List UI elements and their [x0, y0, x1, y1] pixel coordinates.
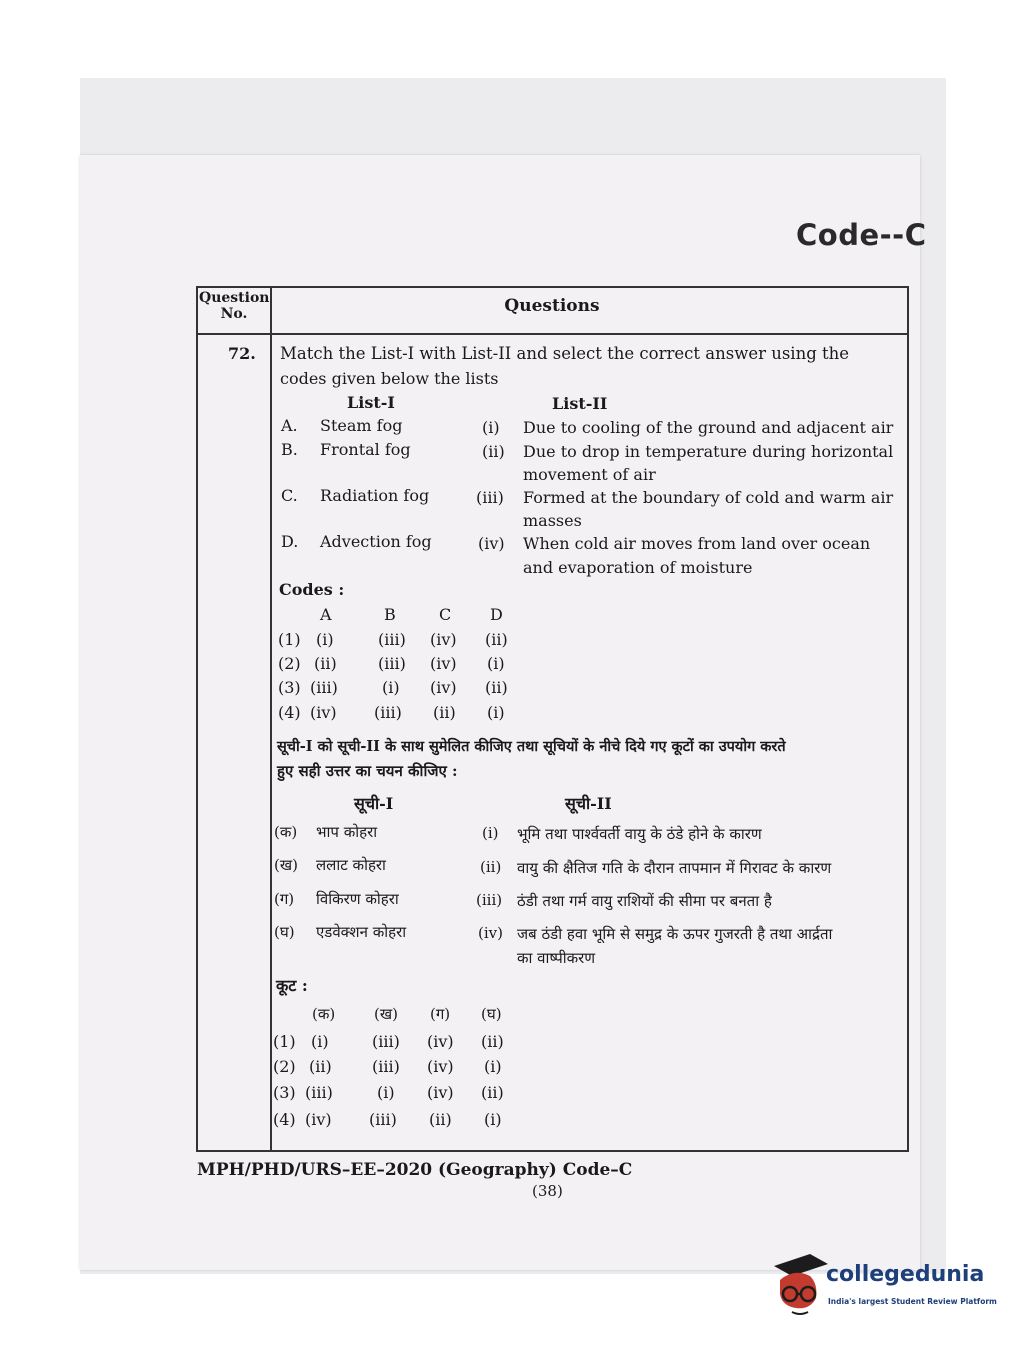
question-number-header: Question No. [199, 290, 270, 322]
list1-key-hindi: (ख) [274, 856, 298, 874]
list2-item-hindi: जब ठंडी हवा भूमि से समुद्र के ऊपर गुजरती है तथा आर्द्रता [517, 925, 833, 943]
codes-column-header: C [439, 605, 452, 624]
question-number: 72. [228, 344, 256, 363]
list2-item-hindi: ठंडी तथा गर्म वायु राशियों की सीमा पर बनता है [517, 892, 772, 910]
code-value-hindi: (iii) [305, 1083, 333, 1102]
list2-item-continued: masses [523, 511, 582, 530]
code-option-number: (4) [278, 703, 301, 722]
code-option-number-hindi: (4) [273, 1110, 296, 1129]
code-value-hindi: (i) [484, 1057, 502, 1076]
list2-item-hindi: वायु की क्षैतिज गति के दौरान तापमान में गिरावट के कारण [517, 859, 832, 877]
question-intro-line: codes given below the lists [280, 369, 499, 388]
list2-item-hindi-continued: का वाष्पीकरण [517, 949, 596, 967]
codes-column-header: A [320, 605, 332, 624]
list2-key: (i) [482, 418, 500, 437]
list2-key-hindi: (ii) [480, 858, 502, 876]
code-value: (ii) [314, 654, 337, 673]
list1-item-hindi: ललाट कोहरा [316, 856, 386, 874]
table-column-divider [270, 286, 272, 1152]
question-intro-line: Match the List-I with List-II and select the correct answer using the [280, 344, 850, 363]
code-value-hindi: (ii) [309, 1057, 332, 1076]
list1-key: D. [281, 532, 299, 551]
code-value-hindi: (iii) [369, 1110, 397, 1129]
code-value: (iv) [430, 654, 457, 673]
code-option-number-hindi: (3) [273, 1083, 296, 1102]
list1-title-hindi: सूची-I [354, 794, 394, 813]
code-value: (iv) [310, 703, 337, 722]
list2-title-hindi: सूची-II [565, 794, 612, 813]
code-value-hindi: (iv) [427, 1032, 454, 1051]
code-value: (i) [487, 654, 505, 673]
list1-title: List-I [347, 393, 395, 412]
code-value: (iii) [378, 654, 406, 673]
code-value: (ii) [485, 630, 508, 649]
code-value-hindi: (i) [311, 1032, 329, 1051]
list2-key-hindi: (iii) [476, 891, 503, 909]
list1-item: Radiation fog [320, 486, 430, 505]
codes-column-header-hindi: (घ) [481, 1005, 502, 1023]
list1-item-hindi: विकिरण कोहरा [316, 890, 399, 908]
code-option-number: (2) [278, 654, 301, 673]
list2-item: Due to drop in temperature during horizontal [523, 442, 894, 461]
codes-column-header-hindi: (ख) [374, 1005, 398, 1023]
code-value: (i) [382, 678, 400, 697]
watermark-brand: collegedunia [826, 1262, 985, 1287]
codes-column-header-hindi: (ग) [430, 1005, 451, 1023]
paper-code: Code--C [796, 218, 927, 252]
list2-key-hindi: (i) [482, 824, 499, 842]
codes-column-header: B [384, 605, 396, 624]
code-option-number-hindi: (1) [273, 1032, 296, 1051]
questions-header: Questions [504, 296, 600, 316]
list2-key-hindi: (iv) [478, 924, 503, 942]
code-option-number: (1) [278, 630, 301, 649]
list2-item: Formed at the boundary of cold and warm air [523, 488, 894, 507]
code-value-hindi: (i) [484, 1110, 502, 1129]
codes-title-hindi: कूट : [276, 976, 308, 995]
list2-key: (iii) [476, 488, 504, 507]
code-value: (iv) [430, 630, 457, 649]
list1-key-hindi: (ग) [274, 890, 295, 908]
watermark-tagline: India's largest Student Review Platform [828, 1297, 997, 1306]
question-table [196, 286, 909, 1152]
list1-key: B. [281, 440, 298, 459]
code-value-hindi: (i) [377, 1083, 395, 1102]
list1-item: Frontal fog [320, 440, 411, 459]
list1-item-hindi: एडवेक्शन कोहरा [316, 923, 407, 941]
list1-item: Steam fog [320, 416, 403, 435]
code-value-hindi: (iv) [427, 1057, 454, 1076]
list2-item-hindi: भूमि तथा पार्श्ववर्ती वायु के ठंडे होने के कारण [517, 825, 762, 843]
question-intro-hindi-line: सूची-I को सूची-II के साथ सुमेलित कीजिए तथा सूचियों के नीचे दिये गए कूटों का उपयोग करते [277, 738, 786, 755]
code-value: (i) [316, 630, 334, 649]
code-value: (i) [487, 703, 505, 722]
code-value: (ii) [485, 678, 508, 697]
code-value-hindi: (iv) [305, 1110, 332, 1129]
paper-footer-title: MPH/PHD/URS–EE–2020 (Geography) Code–C [197, 1160, 633, 1180]
code-value: (iii) [378, 630, 406, 649]
code-value-hindi: (iii) [372, 1057, 400, 1076]
page-number: (38) [532, 1182, 563, 1200]
code-value: (iv) [430, 678, 457, 697]
code-option-number: (3) [278, 678, 301, 697]
list2-item: Due to cooling of the ground and adjacent air [523, 418, 894, 437]
code-value: (iii) [374, 703, 402, 722]
code-value-hindi: (ii) [481, 1083, 504, 1102]
code-value: (iii) [310, 678, 338, 697]
list2-key: (ii) [482, 442, 505, 461]
code-option-number-hindi: (2) [273, 1057, 296, 1076]
list1-key: A. [281, 416, 298, 435]
list2-key: (iv) [478, 534, 505, 553]
codes-column-header-hindi: (क) [312, 1005, 336, 1023]
codes-column-header: D [490, 605, 503, 624]
code-value-hindi: (ii) [481, 1032, 504, 1051]
table-header-divider [196, 333, 909, 335]
list2-item-continued: and evaporation of moisture [523, 558, 753, 577]
code-value-hindi: (iv) [427, 1083, 454, 1102]
list1-key-hindi: (घ) [274, 923, 295, 941]
code-value-hindi: (iii) [372, 1032, 400, 1051]
list2-item: When cold air moves from land over ocean [523, 534, 871, 553]
code-value-hindi: (ii) [429, 1110, 452, 1129]
code-value: (ii) [433, 703, 456, 722]
list2-item-continued: movement of air [523, 465, 656, 484]
list2-title: List-II [552, 394, 608, 413]
codes-title: Codes : [279, 580, 345, 599]
list1-key-hindi: (क) [274, 823, 298, 841]
list1-item-hindi: भाप कोहरा [316, 823, 378, 841]
question-intro-hindi-line: हुए सही उत्तर का चयन कीजिए : [277, 762, 458, 780]
list1-item: Advection fog [320, 532, 432, 551]
list1-key: C. [281, 486, 298, 505]
